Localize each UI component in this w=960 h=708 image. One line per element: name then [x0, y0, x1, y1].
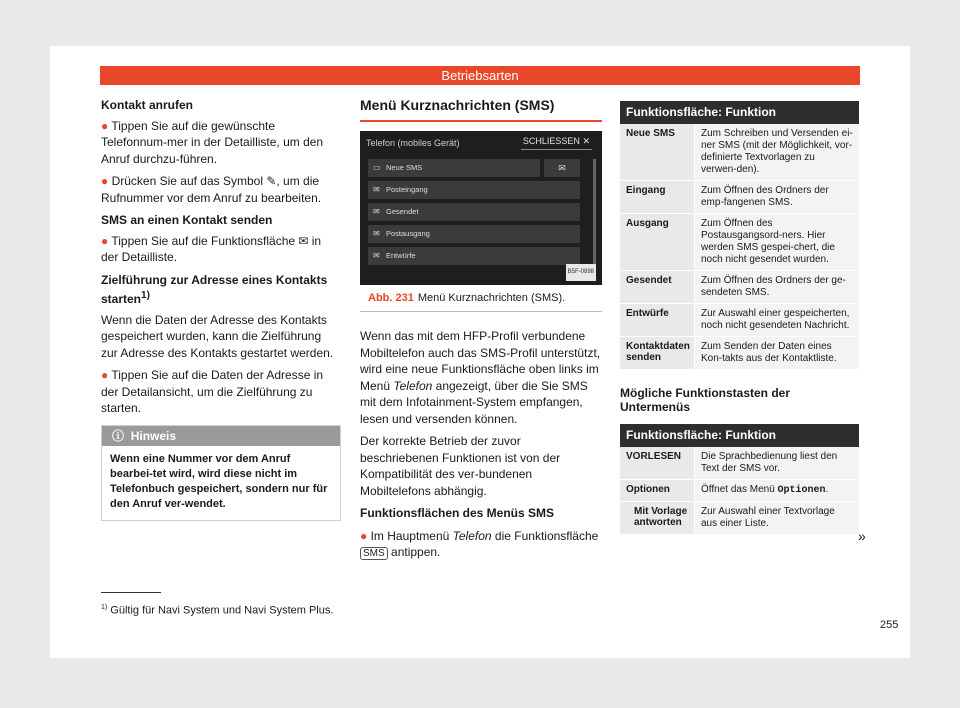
bullet-item: ● Tippen Sie auf die gewünschte Telefonnum-mer in der Detailliste, um den Anruf durchzu-führen. [101, 118, 324, 166]
middle-column [360, 97, 602, 569]
envelope-icon: ✉ [373, 206, 380, 216]
note-box [101, 425, 341, 521]
paragraph: Der korrekte Betrieb der zuvor beschriebenen Funktionen ist von der Kompatibilität des ver-bundenen Mobiltelefons abhängig. [360, 434, 561, 498]
table-row: Eingang Zum Öffnen des Ordners der emp-fangenen SMS. [620, 181, 859, 214]
table-header: Funktionsfläche: Funktion [620, 101, 859, 124]
bullet-item: ● Drücken Sie auf das Symbol ✎, um die Rufnummer vor dem Anruf zu bearbeiten. [101, 174, 322, 205]
close-button[interactable]: SCHLIESSEN ✕ [521, 133, 592, 151]
footnote-divider [101, 592, 161, 593]
table-row: Kontaktdaten senden Zum Senden der Daten eines Kon-takts aus der Kontaktliste. [620, 337, 859, 370]
bullet-item: ● Tippen Sie auf die Funktionsfläche ✉ in der Detailliste. [101, 233, 322, 264]
menu-item-outbox[interactable]: ✉ Postausgang [368, 225, 580, 243]
table-row: Optionen Öffnet das Menü Optionen. [620, 480, 859, 502]
footnote: $^{1)}$ Gültig für Navi System und Navi System Plus. [101, 604, 334, 617]
table-row: Neue SMS Zum Schreiben und Versenden ei-ner SMS (mit der Möglichkeit, vor-definierte Textvorlagen zu verwen-den). [620, 124, 859, 181]
right-column [620, 101, 859, 535]
page-number: 255 [880, 619, 899, 631]
submenu-heading: Mögliche Funktionstasten der Untermenüs [620, 386, 791, 414]
menu-item-sent[interactable]: ✉ Gesendet [368, 203, 580, 221]
close-icon: ✕ [582, 135, 590, 146]
left-column [101, 97, 341, 521]
table-row: Mit Vorlage antworten Zur Auswahl einer Textvorlage aus einer Liste. [620, 502, 859, 535]
section-title: Menü Kurznachrichten (SMS) [360, 97, 602, 122]
heading-sms-functions: Funktionsflächen des Menüs SMS [360, 506, 555, 520]
section-header: Betriebsarten [100, 66, 860, 85]
bullet-icon: ● [101, 233, 109, 248]
note-header: ⓘ Hinweis [102, 426, 340, 446]
menu-item-inbox[interactable]: ✉ Posteingang [368, 181, 580, 199]
figure-code: B5F-0898 [566, 264, 596, 281]
table-row: VORLESEN Die Sprachbedienung liest den Text der SMS vor. [620, 447, 859, 480]
info-icon: ⓘ [112, 428, 125, 443]
menu-item-drafts[interactable]: ✉ Entwürfe [368, 247, 580, 265]
figure-caption: Abb. 231 Menü Kurznachrichten (SMS). [360, 285, 602, 313]
paragraph: Wenn die Daten der Adresse des Kontakts gespeichert wurden, kann die Zielführung zur Adresse des Kontakts gestartet werden. [101, 312, 334, 360]
table-row: Ausgang Zum Öffnen des Postausgangsord-ners. Hier werden SMS gespei-chert, die noch nicht gesendet wurden. [620, 214, 859, 271]
heading-route-guidance: Zielführung zur Adresse eines Kontakts starten$^{1)}$ [101, 272, 328, 306]
envelope-icon: ✉ [373, 184, 380, 194]
speech-bubble-icon: ▭ [373, 162, 381, 172]
scrollbar[interactable] [593, 159, 596, 267]
menu-item-new-sms[interactable]: ▭ Neue SMS [368, 159, 540, 177]
bullet-item: ● Im Hauptmenü Telefon die Funktionsfläche SMS antippen. [360, 528, 599, 559]
sms-key: SMS [360, 547, 388, 560]
table-header: Funktionsfläche: Funktion [620, 424, 859, 447]
table-row: Entwürfe Zur Auswahl einer gespeicherten, noch nicht gesendeten Nachricht. [620, 304, 859, 337]
bullet-icon: ● [101, 368, 109, 382]
bullet-icon: ● [101, 118, 109, 133]
heading-call-contact: Kontakt anrufen [101, 98, 194, 112]
envelope-icon: ✉ [373, 250, 380, 260]
bullet-icon: ● [101, 174, 109, 188]
note-text: Wenn eine Nummer vor dem Anruf bearbei-tet wird, wird diese nicht im Telefonbuch gespeichert, sondern nur für den Anruf ver-wendet. [110, 452, 328, 510]
bullet-item: ● Tippen Sie auf die Daten der Adresse in der Detailansicht, um die Zielführung zu starten. [101, 368, 324, 415]
table-row: Gesendet Zum Öffnen des Ordners der ge-sendeten SMS. [620, 271, 859, 304]
envelope-icon: ✉ [373, 228, 380, 238]
heading-sms-contact: SMS an einen Kontakt senden [101, 213, 273, 227]
paragraph: Wenn das mit dem HFP-Profil verbundene Mobiltelefon auch das SMS-Profil unterstützt, wird eine neue Funktionsfläche oben links im Menü Telefon angezeigt, über die Sie SMS mit dem Infotainment-System empfangen, lesen und versenden können. [360, 329, 601, 426]
compose-icon[interactable]: ✉ [544, 159, 580, 177]
continue-icon: » [858, 528, 866, 544]
bullet-icon: ● [360, 528, 368, 543]
screenshot-figure [360, 131, 602, 285]
screen-title: Telefon (mobiles Gerät) [366, 137, 460, 148]
footnote-ref: 1) [141, 290, 150, 301]
